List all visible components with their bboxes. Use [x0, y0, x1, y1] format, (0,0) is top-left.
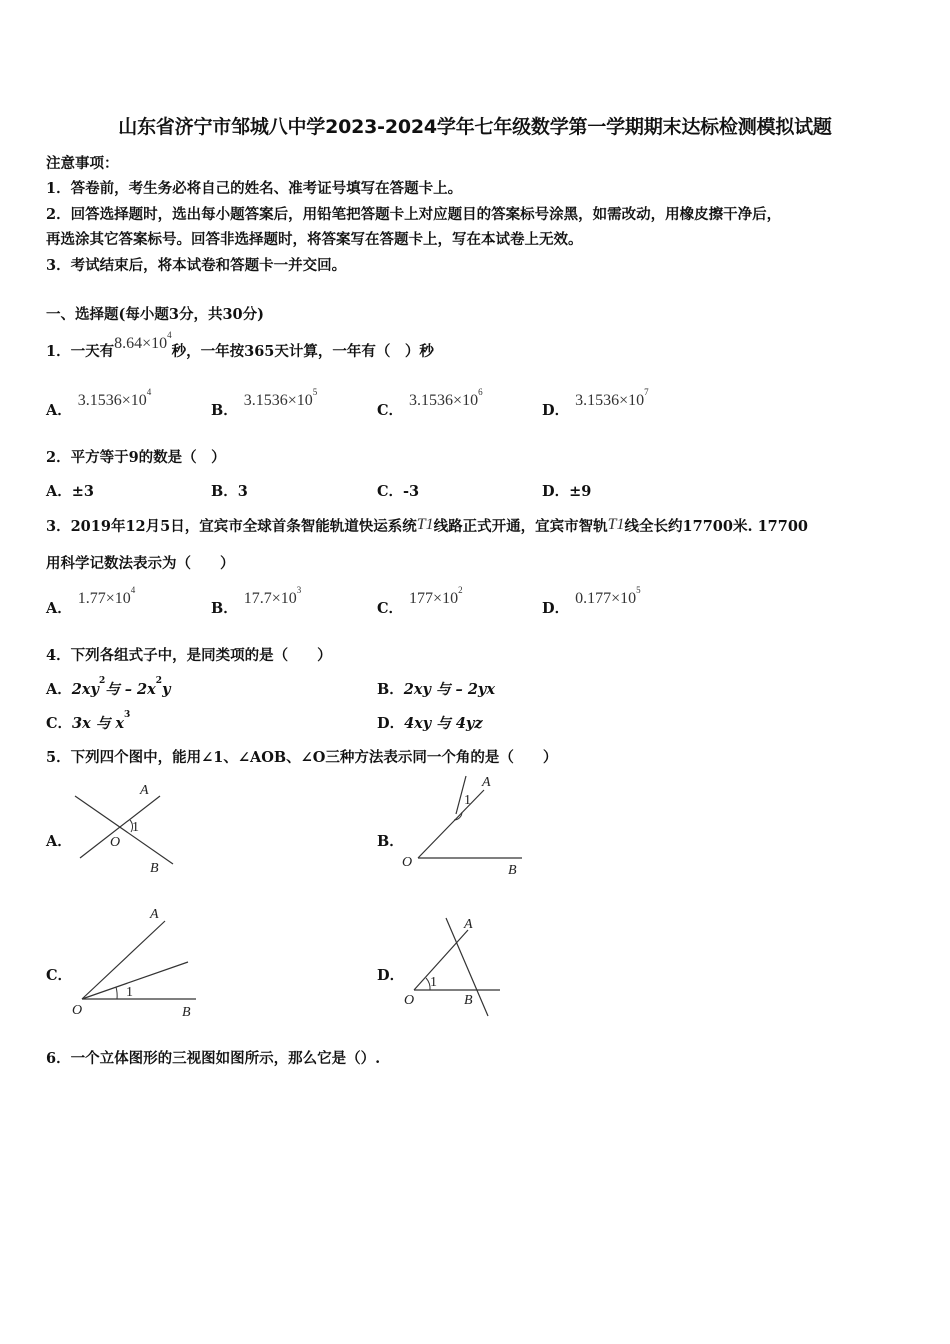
- label-b: B: [464, 993, 473, 1008]
- label-o: O: [72, 1003, 83, 1018]
- q5-figure-d: [400, 912, 510, 1022]
- notes-heading: 注意事项：: [46, 155, 119, 172]
- q1-option-b[interactable]: B．$3.1536\times 10^5$: [211, 387, 318, 419]
- question-5: 5．下列四个图中，能用∠1、∠AOB、∠O三种方法表示同一个角的是（ ）: [46, 749, 558, 766]
- section-heading: 一、选择题(每小题3分，共30分): [46, 306, 264, 323]
- q5-option-a-label[interactable]: A．: [46, 833, 72, 850]
- q2-option-a[interactable]: A．±3: [46, 483, 94, 500]
- note-item-2a: 2．回答选择题时，选出每小题答案后，用铅笔把答题卡上对应题目的答案标号涂黑，如需改动，用橡皮擦干净后，: [46, 206, 782, 223]
- q3-option-d[interactable]: D．$0.177\times 10^5$: [542, 585, 641, 617]
- q2-option-d[interactable]: D．±9: [542, 483, 592, 500]
- q4-option-b[interactable]: B．2xy 与 – 2yx: [377, 681, 495, 698]
- q5-option-b-label[interactable]: B．: [377, 833, 404, 850]
- q5-figure-b: [398, 772, 528, 882]
- q5-figure-c: [70, 906, 210, 1021]
- note-item-1: 1．答卷前，考生务必将自己的姓名、准考证号填写在答题卡上。: [46, 180, 463, 197]
- question-3-line1: 3．2019年12月5日，宜宾市全球首条智能轨道快运系统T1线路正式开通，宜宾市智轨T1线全长约17700米. 17700: [46, 516, 809, 535]
- question-2: 2．平方等于9的数是（ ）: [46, 449, 226, 466]
- question-4: 4．下列各组式子中，是同类项的是（ ）: [46, 647, 332, 664]
- q1-option-d[interactable]: D．$3.1536\times 10^7$: [542, 387, 649, 419]
- question-1: [46, 330, 434, 361]
- q1-math: $8.64\times 10^4$: [114, 330, 172, 352]
- q4-option-d[interactable]: D．4xy 与 4yz: [377, 715, 483, 732]
- label-a: A: [464, 917, 473, 932]
- q3-option-a[interactable]: A．$1.77\times 10^4$: [46, 585, 136, 617]
- question-3-line2: 用科学记数法表示为（ ）: [46, 555, 235, 572]
- q5-option-d-label[interactable]: D．: [377, 967, 405, 984]
- note-item-3: 3．考试结束后，将本试卷和答题卡一并交回。: [46, 257, 347, 274]
- q5-figure-a: [70, 780, 180, 880]
- q3-option-c[interactable]: C．$177\times 10^2$: [377, 585, 463, 617]
- q1-text-pre: 1．一天有: [46, 343, 115, 360]
- q1-option-a[interactable]: A．$3.1536\times 10^4$: [46, 387, 152, 419]
- label-1: 1: [132, 820, 139, 835]
- label-o: O: [402, 855, 413, 870]
- label-a: A: [482, 775, 491, 790]
- label-b: B: [182, 1005, 191, 1020]
- label-1: 1: [430, 975, 437, 990]
- label-o: O: [404, 993, 415, 1008]
- q5-option-c-label[interactable]: C．: [46, 967, 73, 984]
- q2-option-b[interactable]: B．3: [211, 483, 248, 500]
- q1-text-post: 秒，一年按365天计算，一年有（ ）秒: [171, 343, 434, 360]
- q1-option-c[interactable]: C．$3.1536\times 10^6$: [377, 387, 483, 419]
- q3-option-b[interactable]: B．$17.7\times 10^3$: [211, 585, 302, 617]
- q4-option-a[interactable]: A．$2xy^2$与 – $2x^2y$: [46, 676, 171, 698]
- question-6: 6．一个立体图形的三视图如图所示，那么它是（）.: [46, 1050, 381, 1067]
- q4-option-c[interactable]: C．3x 与 $x^3$: [46, 710, 131, 732]
- label-b: B: [508, 863, 517, 878]
- page-title: 山东省济宁市邹城八中学2023-2024学年七年级数学第一学期期末达标检测模拟试题: [118, 116, 832, 138]
- label-a: A: [150, 907, 159, 922]
- label-1: 1: [464, 793, 471, 808]
- label-a: A: [140, 783, 149, 798]
- q2-option-c[interactable]: C．-3: [377, 483, 420, 500]
- note-item-2b: 再选涂其它答案标号。回答非选择题时，将答案写在答题卡上，写在本试卷上无效。: [46, 231, 583, 248]
- label-b: B: [150, 861, 159, 876]
- label-o: O: [110, 835, 121, 850]
- label-1: 1: [126, 985, 133, 1000]
